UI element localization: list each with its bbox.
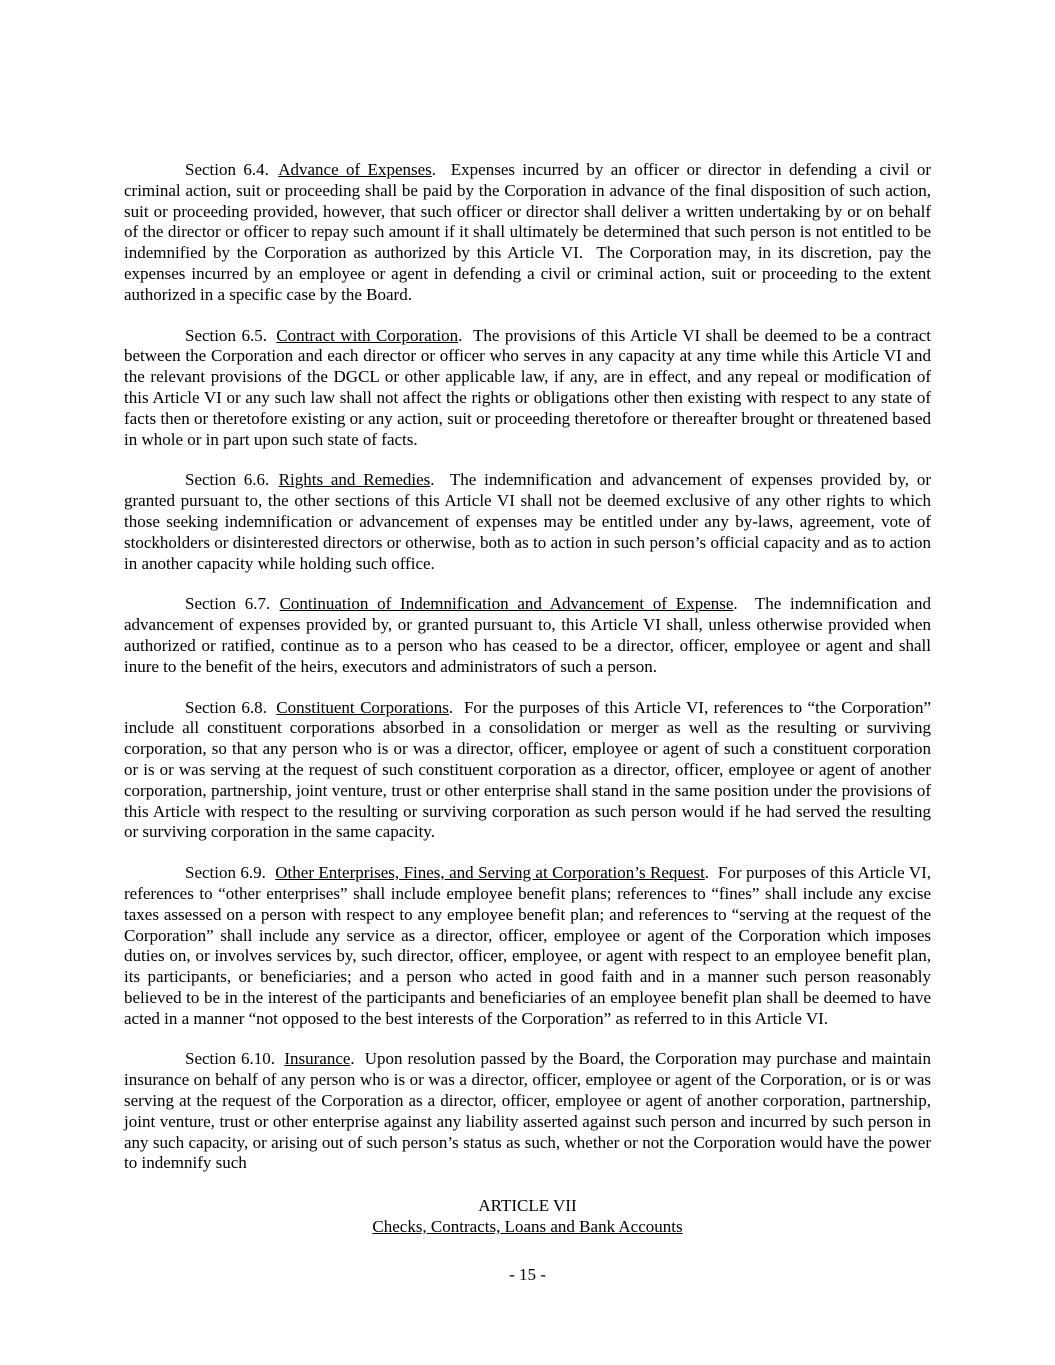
section-6-6-body: The indemnification and advancement of expenses provided by, or granted pursuant to, the other sections of this Article VI shall not be deemed exclusive of any other rights to which those seeking indemnification or advancement of expenses may be entitled under any by-laws, agreement, vote of stockholders or disinterested directors or otherwise, both as to action in such person’s official capacity and as to action in another capacity while holding such office. (124, 470, 931, 573)
article-heading-block (124, 1196, 931, 1238)
section-6-7-heading: Continuation of Indemnification and Advancement of Expense (279, 594, 734, 614)
section-6-5-body: The provisions of this Article VI shall be deemed to be a contract between the Corporation and each director or officer who serves in any capacity at any time while this Article VI and the relevant provisions of the DGCL or other applicable law, if any, are in effect, and any repeal or modification of this Article VI or any such law shall not affect the rights or obligations other then existing with respect to any state of facts then or theretofore existing or any action, suit or proceeding theretofore or thereafter brought or threatened based in whole or in part upon such state of facts. (124, 325, 931, 449)
section-6-8-separator: . (448, 697, 464, 717)
section-6-8-paragraph (124, 698, 931, 844)
section-6-9-body: For purposes of this Article VI, references to “other enterprises” shall include employee benefit plans; references to “fines” shall include any excise taxes assessed on a person with respect to any employee benefit plan; and references to “serving at the request of the Corporation” shall include any service as a director, officer, employee or agent of the Corporation which imposes duties on, or involves services by, such director, officer, employee, or agent with respect to an employee benefit plan, its participants, or beneficiaries; and a person who acted in good faith and in a manner such person reasonably believed to be in the interest of the participants and beneficiaries of an employee benefit plan shall be deemed to have acted in a manner “not opposed to the best interests of the Corporation” as referred to in this Article VI. (124, 863, 932, 1028)
article-subtitle: Checks, Contracts, Loans and Bank Accounts (372, 1217, 683, 1237)
section-6-8-heading: Constituent Corporations (276, 697, 449, 717)
section-6-10-label: Section 6.10. (185, 1049, 275, 1069)
section-6-10-paragraph (124, 1049, 931, 1174)
section-6-4-paragraph (124, 160, 931, 306)
section-6-4-separator: . (431, 160, 451, 179)
section-6-5-heading: Contract with Corporation (276, 325, 459, 345)
section-6-9-label: Section 6.9. (185, 863, 266, 883)
section-6-9-paragraph (124, 863, 931, 1029)
section-6-8-body: For the purposes of this Article VI, references to “the Corporation” include all constituent corporations absorbed in a consolidation or merger as well as the resulting or surviving corporation, so that any person who is or was a director, officer, employee or agent of such a constituent corporation or is or was serving at the request of such constituent corporation as a director, officer, employee or agent of another corporation, partnership, joint venture, trust or other enterprise shall stand in the same position under the provisions of this Article with respect to the resulting or surviving corporation as such person would if he had served the resulting or surviving corporation in the same capacity. (124, 697, 931, 842)
section-6-6-label: Section 6.6. (185, 470, 270, 490)
section-6-9-separator: . (704, 863, 718, 883)
section-6-10-heading: Insurance (284, 1049, 351, 1069)
section-6-6-paragraph (124, 470, 931, 574)
section-6-5-separator: . (458, 325, 474, 345)
section-6-7-paragraph (124, 594, 931, 677)
section-6-6-heading: Rights and Remedies (278, 470, 431, 490)
section-6-5-paragraph (124, 326, 931, 451)
section-6-8-label: Section 6.8. (185, 697, 267, 717)
section-6-4-heading: Advance of Expenses (278, 160, 432, 179)
section-6-6-separator: . (430, 470, 450, 490)
section-6-7-separator: . (733, 594, 755, 614)
page-number: - 15 - (509, 1264, 546, 1284)
section-6-7-body: The indemnification and advancement of expenses provided by, or granted pursuant to, this Article VI shall, unless otherwise provided when authorized or ratified, continue as to a person who has ceased to be a director, officer, employee or agent and shall inure to the benefit of the heirs, executors and administrators of such a person. (124, 594, 931, 676)
section-6-4-label: Section 6.4. (185, 160, 269, 179)
article-title: ARTICLE VII (478, 1196, 577, 1216)
section-6-10-separator: . (350, 1049, 365, 1069)
section-6-10-body: Upon resolution passed by the Board, the Corporation may purchase and maintain insurance on behalf of any person who is or was a director, officer, employee or agent of the Corporation, or is or was serving at the request of the Corporation as a director, officer, employee or agent of another corporation, partnership, joint venture, trust or other enterprise against any liability asserted against such person and incurred by such person in any such capacity, or arising out of such person’s status as such, whether or not the Corporation would have the power to indemnify such (124, 1049, 931, 1173)
section-6-9-heading: Other Enterprises, Fines, and Serving at Corporation’s Request (275, 863, 705, 883)
section-6-4-body: Expenses incurred by an officer or director in defending a civil or criminal action, suit or proceeding shall be paid by the Corporation in advance of the final disposition of such action, suit or proceeding provided, however, that such officer or director shall deliver a written undertaking by or on behalf of the director or officer to repay such amount if it shall ultimately be determined that such person is not entitled to be indemnified by the Corporation as authorized by this Article VI. The Corporation may, in its discretion, pay the expenses incurred by an employee or agent in defending a civil or criminal action, suit or proceeding to the extent authorized in a specific case by the Board. (124, 160, 931, 304)
section-6-7-label: Section 6.7. (185, 594, 271, 614)
section-6-5-label: Section 6.5. (185, 325, 267, 345)
